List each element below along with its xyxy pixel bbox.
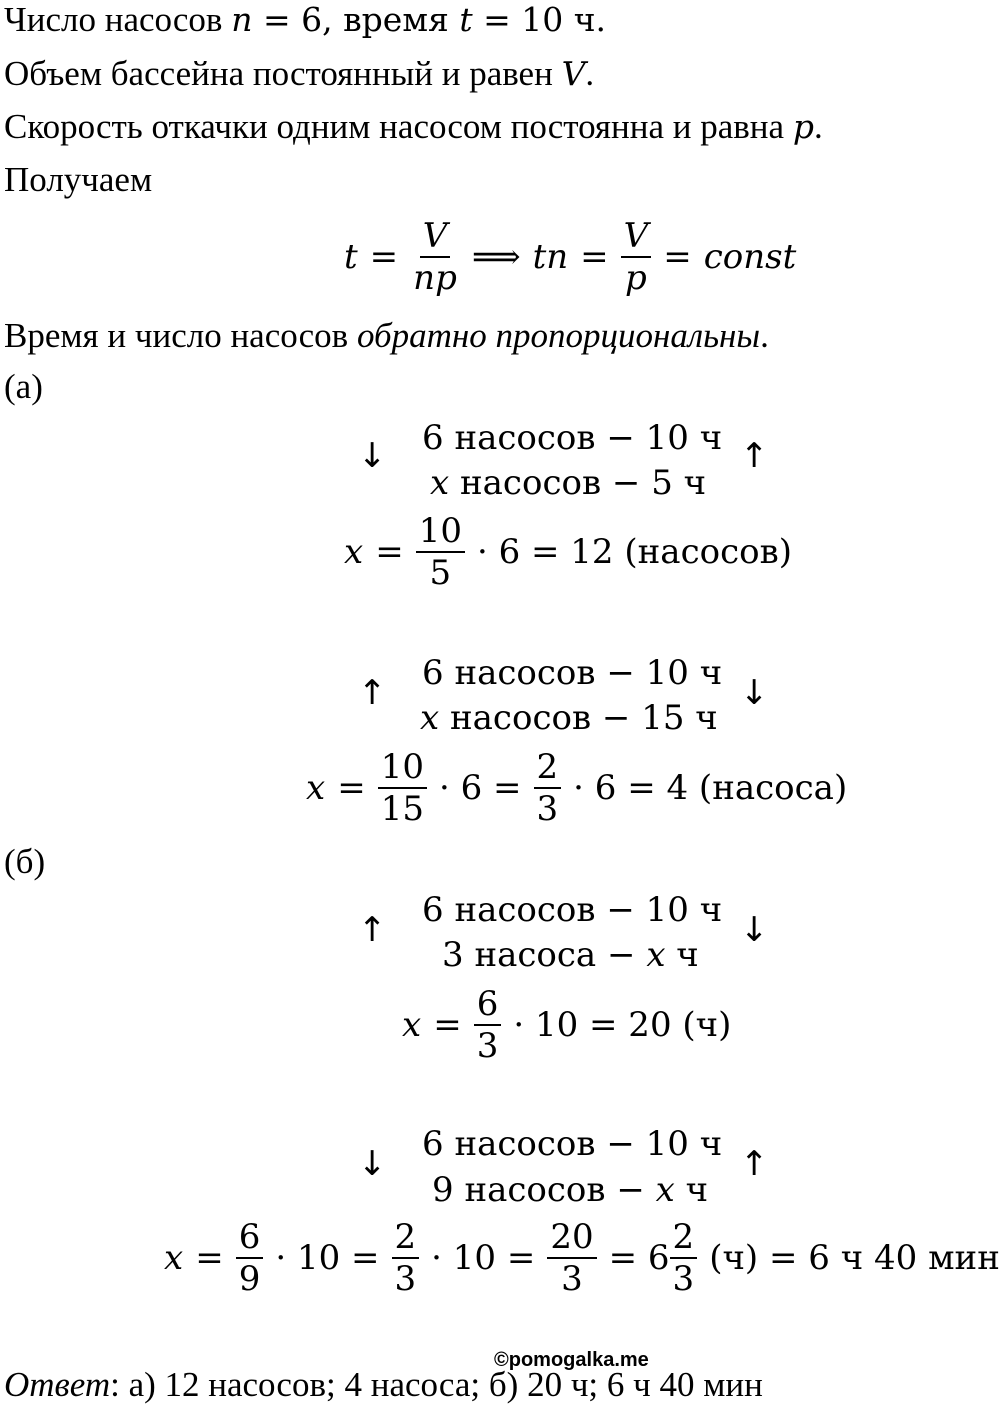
arrow-down-icon: ↓ (358, 1144, 387, 1184)
part-label: (б) (4, 842, 46, 881)
arrow-down-icon: ↓ (740, 910, 769, 950)
fraction (534, 747, 562, 829)
proportion-row (422, 653, 722, 693)
formula-eq: = (663, 237, 692, 277)
fraction-denominator: p (625, 258, 647, 298)
formula-eq: = (195, 1238, 224, 1278)
relation-line (4, 316, 769, 356)
equation-a1 (338, 502, 798, 602)
arrow-up-icon: ↑ (740, 436, 769, 476)
intro-line-3 (4, 107, 823, 147)
proportion-text: ч (665, 935, 699, 975)
formula-eq: = (433, 1005, 462, 1045)
arrow-up-icon: ↑ (740, 1144, 769, 1184)
var-v: V (561, 54, 586, 93)
intro-line-2 (4, 54, 594, 94)
formula-t: t (344, 237, 358, 277)
fraction-numerator: V (420, 216, 451, 258)
part-label: (а) (4, 367, 43, 406)
var-x: x (402, 1005, 422, 1045)
equation-mid: · 10 = (431, 1238, 536, 1278)
proportion-row (430, 463, 706, 503)
proportion-row (420, 698, 718, 738)
fraction-numerator: 6 (236, 1217, 264, 1259)
intro-text: . (813, 107, 823, 146)
intro-text: . (585, 54, 595, 93)
intro-text: = 10 ч. (472, 0, 606, 39)
part-b-label (4, 842, 45, 882)
formula-eq: = (375, 532, 404, 572)
equation-rest: · 6 = 12 (насосов) (476, 532, 793, 572)
fraction-numerator: 6 (474, 984, 502, 1026)
var-n: n (231, 0, 253, 39)
equation-rest: · 6 = 4 (насоса) (573, 768, 848, 808)
fraction (378, 747, 427, 829)
intro-text: Число насосов (4, 0, 232, 39)
fraction-denominator: 3 (476, 1026, 499, 1066)
fraction-numerator: 2 (392, 1217, 420, 1259)
proportion-row (422, 418, 722, 458)
fraction-denominator: 3 (672, 1259, 695, 1299)
arrow-up-icon: ↑ (358, 910, 387, 950)
fraction-denominator: 3 (536, 789, 559, 829)
proportion-text: насосов − 5 ч (449, 463, 707, 503)
implies-symbol: ⟹ (471, 237, 521, 277)
intro-line-4 (4, 160, 152, 200)
arrow-down-icon: ↓ (740, 673, 769, 713)
intro-line-1 (4, 0, 606, 40)
relation-text: Время и число насосов (4, 316, 357, 355)
arrow-up-icon: ↑ (358, 673, 387, 713)
var-x: x (655, 1170, 675, 1210)
fraction-v-np (410, 216, 460, 298)
intro-text: Объем бассейна постоянный и равен (4, 54, 562, 93)
fraction (416, 511, 465, 593)
fraction-numerator: V (621, 216, 652, 258)
fraction-numerator: 20 (547, 1217, 596, 1259)
equation-rest: (ч) = 6 ч 40 мин (709, 1238, 1000, 1278)
fraction (670, 1217, 698, 1299)
equation-mid: = 6 (608, 1238, 670, 1278)
proportion-text: 9 насосов − (432, 1170, 656, 1210)
fraction-v-p (621, 216, 652, 298)
var-x: x (430, 463, 450, 503)
fraction-denominator: np (413, 258, 457, 298)
fraction-denominator: 9 (238, 1259, 261, 1299)
fraction-numerator: 2 (534, 747, 562, 789)
equation-mid: · 6 = (438, 768, 522, 808)
var-p: p (792, 107, 814, 146)
main-formula (338, 207, 802, 307)
fraction-numerator: 10 (378, 747, 427, 789)
var-t: t (459, 0, 473, 39)
relation-text: . (760, 316, 769, 355)
formula-eq: = (580, 237, 609, 277)
fraction (547, 1217, 596, 1299)
proportion-row (432, 1170, 708, 1210)
fraction-denominator: 15 (380, 789, 424, 829)
var-x: x (306, 768, 326, 808)
proportion-text: 6 насосов − 10 ч (422, 418, 723, 458)
proportion-text: ч (674, 1170, 709, 1210)
fraction (392, 1217, 420, 1299)
equation-b2 (158, 1208, 1006, 1308)
proportion-row (422, 1124, 722, 1164)
fraction-numerator: 2 (670, 1217, 698, 1259)
answer-text: : а) 12 насосов; 4 насоса; б) 20 ч; 6 ч 40 мин (110, 1365, 763, 1404)
fraction-denominator: 3 (394, 1259, 417, 1299)
equation-b1 (396, 975, 737, 1075)
part-a-label (4, 367, 43, 407)
formula-const: const (703, 237, 797, 277)
fraction-denominator: 5 (429, 553, 452, 593)
proportion-row (422, 890, 722, 930)
arrow-down-icon: ↓ (358, 436, 387, 476)
fraction-denominator: 3 (561, 1259, 583, 1299)
formula-tn: tn (532, 237, 569, 277)
equation-a2 (300, 738, 853, 838)
intro-text: Скорость откачки одним насосом постоянна и равна (4, 107, 793, 146)
intro-text: Получаем (4, 160, 153, 199)
proportion-text: 6 насосов − 10 ч (422, 653, 723, 693)
fraction (474, 984, 502, 1066)
relation-italic: обратно пропорциональны (356, 316, 761, 355)
intro-text: = 6, время (252, 0, 460, 39)
proportion-text: насосов − 15 ч (439, 698, 718, 738)
watermark: ©pomogalka.me (494, 1349, 649, 1371)
var-x: x (420, 698, 440, 738)
equation-rest: · 10 = 20 (ч) (513, 1005, 732, 1045)
proportion-text: 6 насосов − 10 ч (422, 1124, 723, 1164)
var-x: x (646, 935, 666, 975)
proportion-row (442, 935, 699, 975)
equation-mid: · 10 = (275, 1238, 380, 1278)
proportion-text: 6 насосов − 10 ч (422, 890, 723, 930)
proportion-text: 3 насоса − (442, 935, 647, 975)
fraction-numerator: 10 (416, 511, 465, 553)
var-x: x (344, 532, 364, 572)
formula-eq: = (369, 237, 399, 277)
var-x: x (164, 1238, 184, 1278)
formula-eq: = (337, 768, 366, 808)
answer-line (4, 1365, 763, 1405)
answer-label: Ответ (4, 1365, 111, 1404)
fraction (236, 1217, 264, 1299)
